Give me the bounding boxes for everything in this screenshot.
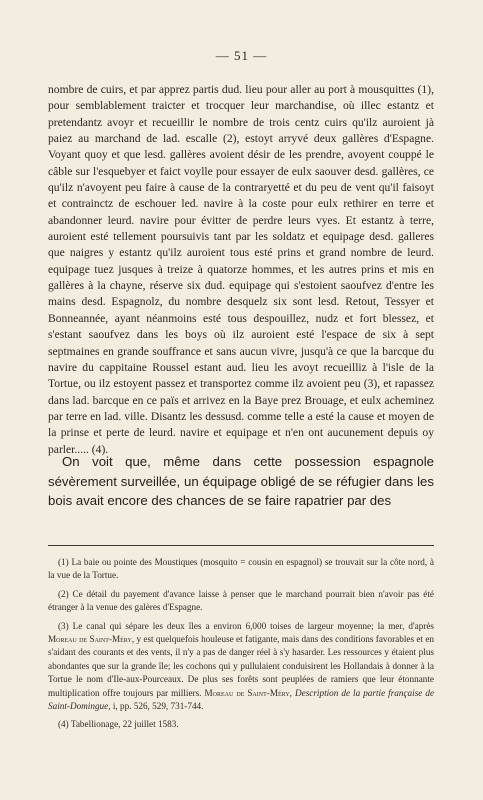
footnote-2: (2) Ce détail du payement d'avance laisse à penser que le marchand pourrait bien n'avoir pas été étranger à la venue des galères d'Espagne. [48,588,434,613]
footnote-3-author-1: Moreau de Saint-Méry [48,634,132,645]
footnote-4: (4) Tabellionage, 22 juillet 1583. [58,719,179,730]
narrative-paragraph: On voit que, même dans cette possession espagnole sévèrement surveillée, un équipage obligé de se réfugier dans les bois avait encore des chances de se faire rapatrier par des [48,454,434,509]
footnote-divider [48,545,434,546]
footnote-3-text-d: , i, pp. 526, 529, 731-744. [108,701,204,712]
narrative-text [48,452,434,511]
footnote-3-text-a: (3) Le canal qui sépare les deux îles a environ 6,000 toises de largeur moyenne; la mer, d'après [58,620,434,631]
footnote-1: (1) La baie ou pointe des Moustiques (mosquito = cousin en espagnol) se trouvait sur la côte nord, à la vue de la Tortue. [48,557,434,581]
footnote-3-author-2: Moreau de Saint-Méry [204,687,290,698]
footnote-3-text-c: , [289,687,292,698]
archival-quote [48,82,434,458]
quote-paragraph: nombre de cuirs, et par apprez partis dud. lieu pour aller au port à mousquittes (1), pour semblablement traicter et trocquer leur marchandise, où illec estantz et pretendantz avoyr et recueillir le nombre de trois centz cuirs qu'ilz auroient jà paiez au marchand de lad. escalle (2), estoyt arryvé deux gallères d'Espagne. Voyant quoy et que lesd. gallères avoient désir de les prendre, avoyent couppé le câble sur l'esquebyer et faict voylle pour essayer de eulx saouver desd. gallères, ce qu'ilz n'avoyent peu faire à cause de la contraryetté et du peu de vent qu'il faisoyt et contrainctz de eschouer led. navire à la coste pour eulx rethirer en terre et abandonner leurd. navire pour évitter de perdre leurs vyes. Et estantz à terre, auroient esté tellement poursuivis tant par les soldatz et equipage desd. galleres que naigres y estantz qu'ilz auroient tous esté prins et grand nombre de leurd. equipage tuez jusques à treize à quatorze hommes, et les autres prins et mis en gallères à la chayne, réserve six dud. equipage qui s'estoient saoufvez d'entre les mains desd. Espagnolz, du nombre desquelz six sont lesd. Retout, Tessyer et Bonneannée, ayant néanmoins esté tous despouillez, nudz et fort blessez, et s'estant saoufvez dans les boys où ilz auroient esté l'espace de six à sept septmaines en grande souffrance et sans aucun vivre, jusqu'à ce que la barcque du navire du cappitaine Roussel estant aud. lieu les avoyt recueilliz à l'isle de la Tortue, ou ilz estoyent passez et transportez comme ilz avoient peu (3), et rapassez dans lad. barcque en ce païs et arrivez en la Baye prez Brouage, et eulx acheminez par terre en lad. ville. Disantz les dessusd. comme telle a esté la cause et moyen de la prinse et perte de leurd. navire et equipage et n'en ont aucunement depuis oy parler..... (4). [48,83,434,456]
footnote-3-book-title: Description de la partie française de Saint-Domingue [48,687,435,712]
footnote-3-text-b: , y est quelquefois houleuse et fatigante, mais dans des conditions favorables et en s'aidant des courants et des vents, il n'y a pas de danger réel à s'y hasarder. Les ressources y étaient plus abondantes que sur la grande île; les cochons qui y pullulaient conduisirent les Hollandais à donner à la Tortue le nom d'Ile-aux-Pourceaux. De plus ses forêts sont peuplées de ramiers que leur étonnante multiplication offre toujours par milliers. [48,634,434,698]
footnote-3 [48,620,434,714]
footnotes [48,556,434,737]
page-number: — 51 — [215,48,268,63]
